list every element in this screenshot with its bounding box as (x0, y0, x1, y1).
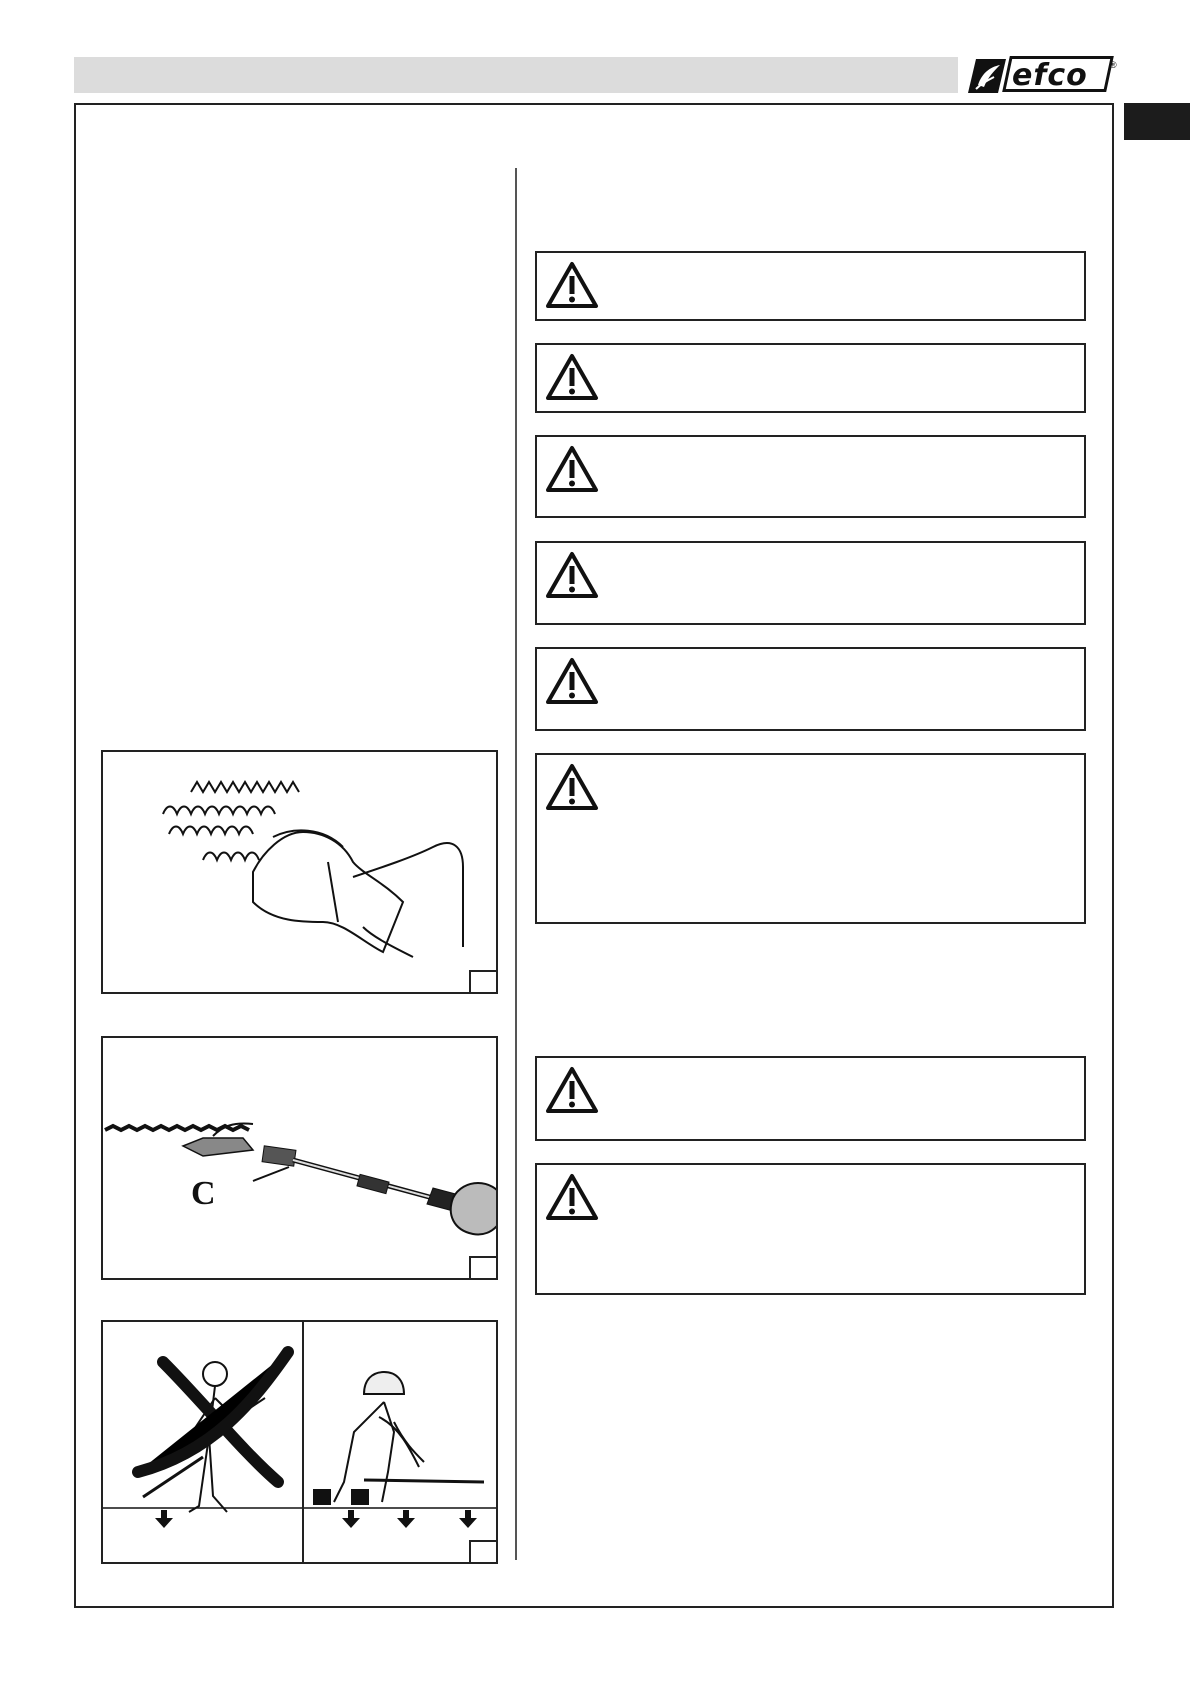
warning-triangle-icon (545, 353, 599, 401)
warning-triangle-icon (545, 445, 599, 493)
figure-tool (101, 1036, 498, 1280)
warning-box-4 (535, 541, 1086, 625)
header-bar (74, 57, 958, 93)
figure-gloves (101, 750, 498, 994)
column-divider (515, 168, 517, 1560)
warning-triangle-icon (545, 1066, 599, 1114)
figure-number-box (469, 970, 496, 992)
registered-mark: ® (1110, 60, 1117, 70)
brand-name: efco (1012, 58, 1088, 93)
pole-hedge-trimmer-icon (103, 1038, 496, 1278)
warning-triangle-icon (545, 1173, 599, 1221)
part-label-c: C (191, 1175, 216, 1212)
correct-posture-icon (304, 1322, 498, 1562)
cross-out-icon (138, 1352, 288, 1482)
figure-posture (101, 1320, 498, 1564)
warning-box-5 (535, 647, 1086, 731)
warning-box-6 (535, 753, 1086, 924)
brand-logo (962, 54, 1122, 96)
gloved-hand-on-blade-icon (103, 752, 496, 992)
warning-box-1 (535, 251, 1086, 321)
warning-box-3 (535, 435, 1086, 518)
warning-box-2 (535, 343, 1086, 413)
warning-triangle-icon (545, 261, 599, 309)
wrong-posture-icon (103, 1322, 302, 1562)
warning-box-7 (535, 1056, 1086, 1141)
section-tab (1124, 103, 1190, 140)
figure-number-box (469, 1256, 496, 1278)
warning-triangle-icon (545, 763, 599, 811)
figure-number-box (469, 1540, 496, 1562)
warning-triangle-icon (545, 657, 599, 705)
warning-triangle-icon (545, 551, 599, 599)
warning-box-8 (535, 1163, 1086, 1295)
